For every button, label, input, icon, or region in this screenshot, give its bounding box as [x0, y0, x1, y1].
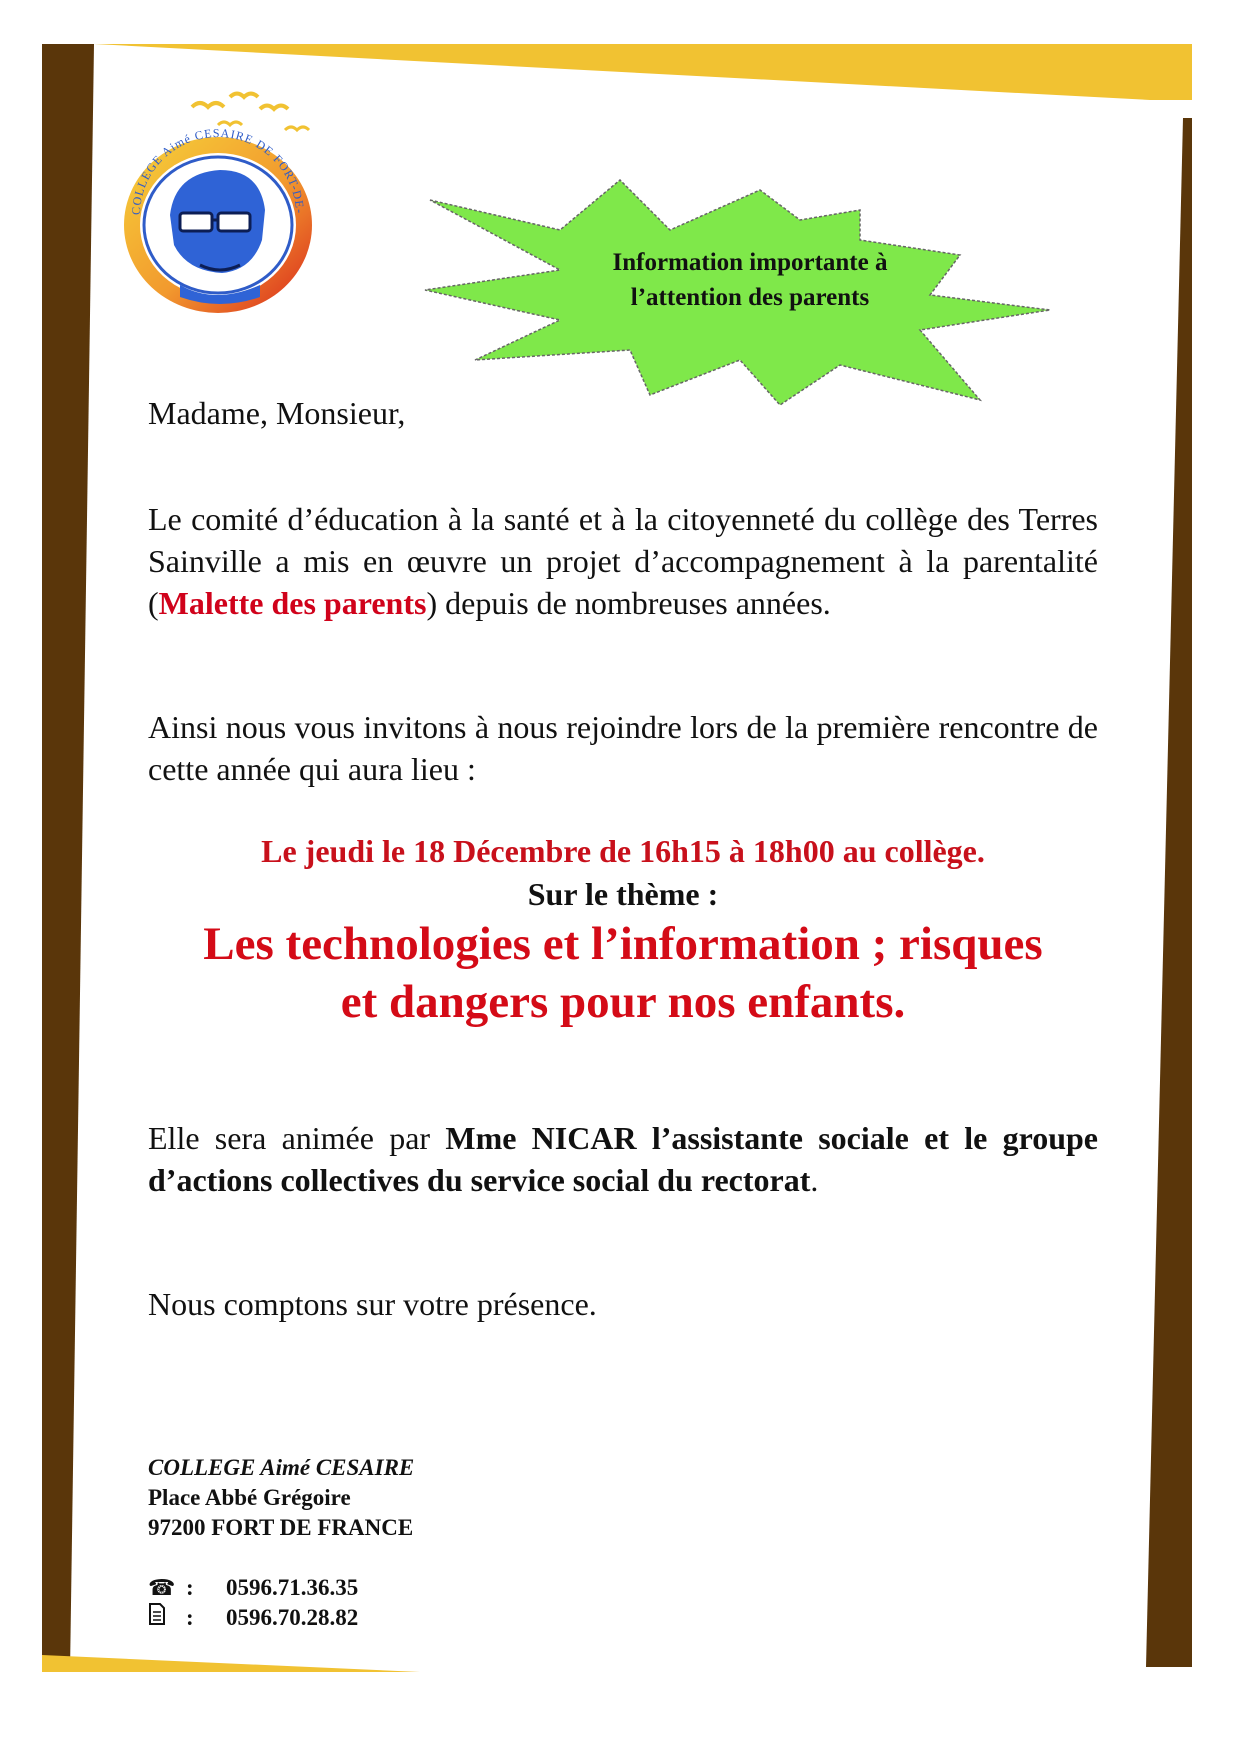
fax-number: 0596.70.28.82	[226, 1605, 359, 1630]
phone-icon: ☎	[148, 1576, 176, 1601]
malette-highlight: Malette des parents	[158, 585, 427, 621]
bottom-yellow-band	[42, 1655, 420, 1672]
theme-title	[148, 915, 1098, 1031]
theme-title-line-1: Les technologies et l’information ; risques	[203, 918, 1043, 970]
college-logo	[100, 85, 330, 315]
fax-icon	[148, 1603, 186, 1633]
street-address: Place Abbé Grégoire	[148, 1485, 351, 1510]
host-text-end: .	[810, 1162, 819, 1198]
phone-number: 0596.71.36.35	[226, 1575, 359, 1600]
phone-line	[148, 1573, 548, 1604]
banner-line-2: l’attention des parents	[630, 284, 870, 311]
info-banner-text	[560, 245, 940, 315]
theme-title-line-2: et dangers pour nos enfants.	[340, 976, 906, 1028]
city-address: 97200 FORT DE FRANCE	[148, 1515, 414, 1540]
host-paragraph	[148, 1117, 1098, 1201]
intro-paragraph	[148, 498, 1098, 624]
right-brown-band	[1146, 118, 1192, 1667]
host-text-start: Elle sera animée par	[148, 1120, 446, 1156]
greeting: Madame, Monsieur,	[148, 395, 406, 431]
event-date: Le jeudi le 18 Décembre de 16h15 à 18h00 au collège.	[261, 833, 985, 869]
intro-text-end: ) depuis de nombreuses années.	[426, 585, 831, 621]
host-names: Mme NICAR l’assistante sociale et le groupe d’actions collectives du service social du rectorat	[148, 1120, 1099, 1198]
invitation-paragraph: Ainsi nous vous invitons à nous rejoindre lors de la première rencontre de cette année qui aura lieu :	[148, 709, 1098, 787]
theme-label: Sur le thème :	[527, 876, 719, 912]
college-name: COLLEGE Aimé CESAIRE	[148, 1455, 415, 1480]
phone-separator: :	[186, 1575, 194, 1600]
address-block	[148, 1453, 548, 1543]
banner-line-1: Information importante à	[612, 249, 888, 276]
svg-text:COLLEGE Aimé CESAIRE DE FORT-D: COLLEGE Aimé CESAIRE DE FORT-DE-	[128, 125, 308, 216]
left-brown-band	[42, 44, 94, 1672]
intro-text-start: Le comité d’éducation à la santé et à la citoyenneté du collège des Terres Sainville a mis en œuvre un projet d’accompagnement à la parentalité (	[148, 501, 1098, 621]
fax-line	[148, 1603, 548, 1633]
closing-line: Nous comptons sur votre présence.	[148, 1286, 597, 1322]
fax-separator: :	[186, 1605, 194, 1630]
